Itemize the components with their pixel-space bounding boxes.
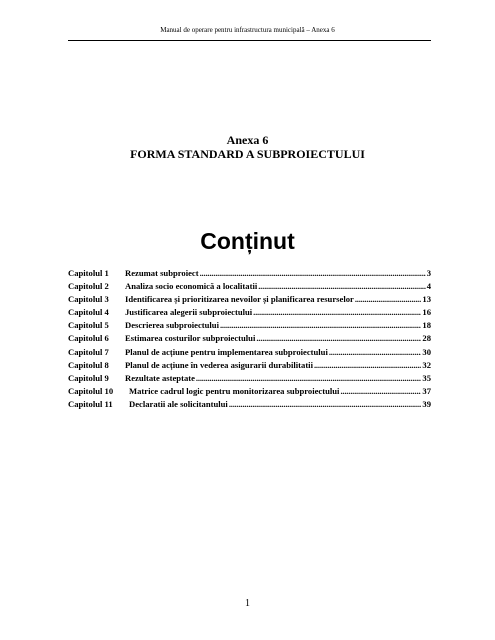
- toc-chapter: Capitolul 2: [68, 281, 109, 292]
- toc-title: Planul de acțiune pentru implementarea subproiectului: [125, 346, 328, 357]
- toc-leader: [253, 306, 421, 319]
- toc-entry[interactable]: [68, 280, 431, 293]
- annex-number: Anexa 6: [226, 133, 269, 147]
- toc-page: 39: [422, 398, 431, 409]
- toc-page: 16: [422, 307, 431, 318]
- toc-chapter: Capitolul 5: [68, 320, 109, 331]
- toc-chapter: Capitolul 6: [68, 333, 109, 344]
- running-header: Manual de operare pentru infrastructura municipală – Anexa 6: [160, 26, 335, 34]
- toc-title: Estimarea costurilor subproiectului: [125, 333, 256, 344]
- toc-leader: [329, 346, 422, 359]
- toc-chapter: Capitolul 10: [68, 385, 114, 396]
- toc-page: 28: [422, 333, 431, 344]
- toc-page: 37: [422, 385, 431, 396]
- toc-page: 32: [422, 359, 431, 370]
- toc-leader: [314, 359, 421, 372]
- toc-leader: [229, 398, 422, 411]
- toc-page: 4: [426, 281, 431, 292]
- contents-title: Conținut: [200, 228, 295, 254]
- toc-title: Matrice cadrul logic pentru monitorizarea subproiectului: [129, 385, 340, 396]
- annex-heading: [0, 133, 495, 161]
- toc-entry[interactable]: [68, 293, 431, 306]
- toc-title: Descrierea subproiectului: [125, 320, 219, 331]
- toc-title: Rezumat subproiect: [125, 268, 199, 278]
- toc-entry[interactable]: [68, 359, 431, 372]
- toc-chapter: Capitolul 4: [68, 307, 109, 318]
- toc-entry[interactable]: [68, 372, 431, 385]
- toc-leader: [258, 280, 425, 293]
- toc-chapter: Capitolul 9: [68, 372, 109, 383]
- toc-title: Justificarea alegerii subproiectului: [125, 307, 253, 318]
- toc-leader: [355, 293, 422, 306]
- toc-title: Rezultate asteptate: [125, 372, 195, 383]
- toc-chapter: Capitolul 8: [68, 359, 109, 370]
- toc-title: Identificarea și prioritizarea nevoilor și planificarea resurselor: [125, 294, 354, 305]
- toc-chapter: Capitolul 3: [68, 294, 109, 305]
- toc-entry[interactable]: [68, 385, 431, 398]
- toc-chapter: Capitolul 1: [68, 268, 109, 278]
- toc-chapter: Capitolul 11: [68, 398, 113, 409]
- toc-entry[interactable]: [68, 267, 431, 280]
- toc-page: 18: [422, 320, 431, 331]
- toc-title: Declaratii ale solicitantului: [129, 398, 228, 409]
- toc-entry[interactable]: [68, 332, 431, 345]
- toc-leader: [196, 372, 421, 385]
- toc-leader: [200, 267, 426, 280]
- toc-page: 35: [422, 372, 431, 383]
- toc-entry[interactable]: [68, 398, 431, 411]
- header-divider: [68, 40, 431, 41]
- page-number: 1: [245, 598, 250, 609]
- toc-chapter: Capitolul 7: [68, 346, 109, 357]
- toc-entry[interactable]: [68, 346, 431, 359]
- toc-title: Analiza socio economică a localitatii: [125, 281, 258, 292]
- toc-leader: [340, 385, 421, 398]
- toc-page: 30: [422, 346, 431, 357]
- toc-entry[interactable]: [68, 306, 431, 319]
- table-of-contents: [68, 267, 431, 411]
- toc-title: Planul de acțiune în vederea asigurarii durabilitatii: [125, 359, 313, 370]
- toc-page: 13: [422, 294, 431, 305]
- annex-title: FORMA STANDARD A SUBPROIECTULUI: [130, 147, 365, 161]
- toc-leader: [256, 332, 421, 345]
- toc-leader: [220, 319, 421, 332]
- toc-entry[interactable]: [68, 319, 431, 332]
- toc-page: 3: [426, 268, 431, 278]
